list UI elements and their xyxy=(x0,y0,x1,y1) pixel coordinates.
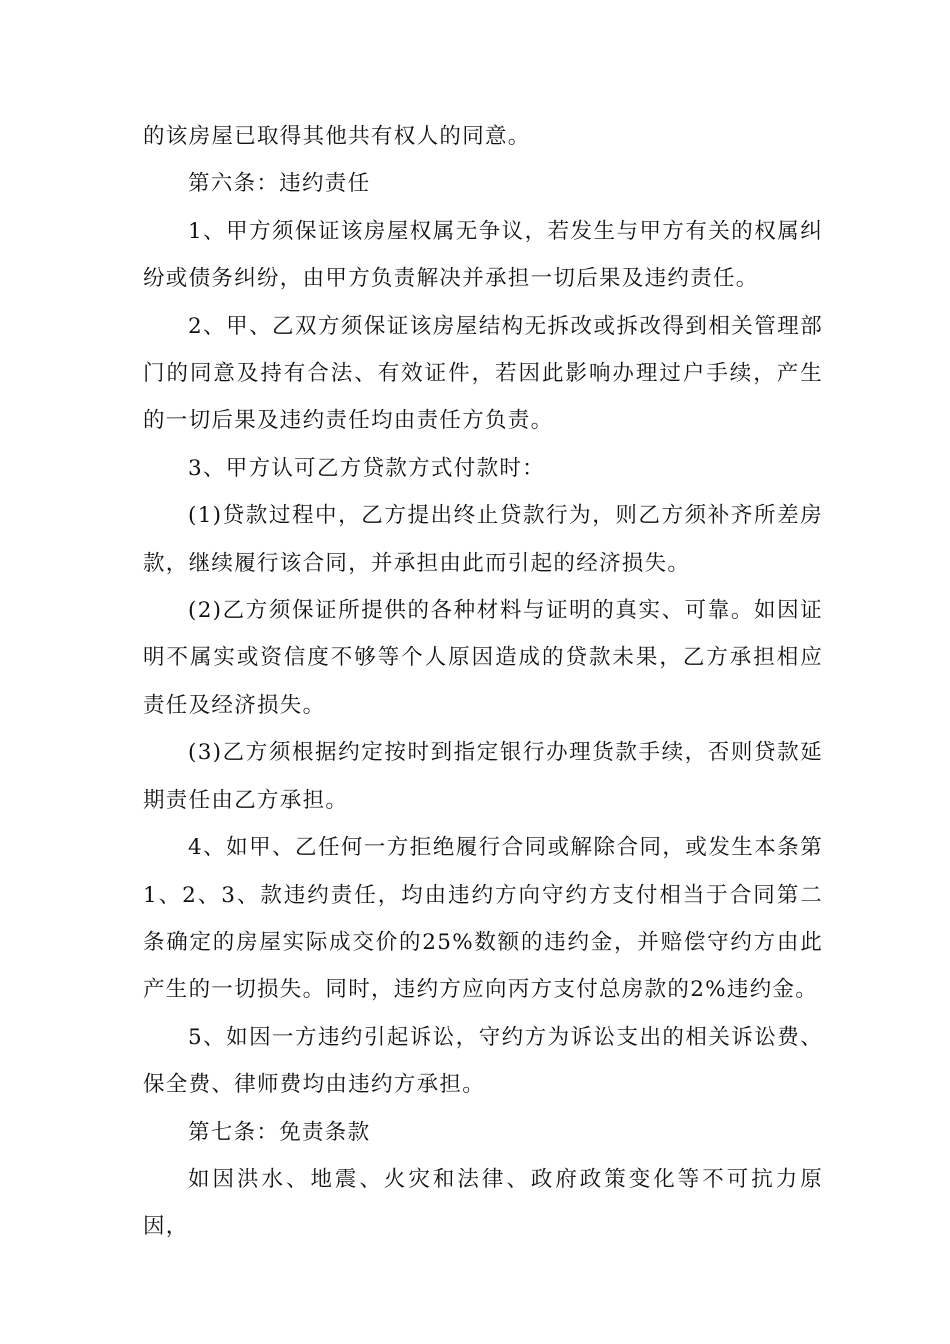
article-6-clause-3-item-2: (2)乙方须保证所提供的各种材料与证明的真实、可靠。如因证明不属实或资信度不够等个人原因造成的贷款未果，乙方承担相应责任及经济损失。 xyxy=(143,598,823,718)
article-7-body: 如因洪水、地震、火灾和法律、政府政策变化等不可抗力原因， xyxy=(143,1166,823,1240)
article-6-clause-5: 5、如因一方违约引起诉讼，守约方为诉讼支出的相关诉讼费、保全费、律师费均由违约方承担。 xyxy=(143,1024,823,1098)
article-6-clause-3: 3、甲方认可乙方贷款方式付款时： xyxy=(188,455,545,481)
article-6-clause-3-item-1: (1)贷款过程中，乙方提出终止贷款行为，则乙方须补齐所差房款，继续履行该合同，并承担由此而引起的经济损失。 xyxy=(143,503,823,576)
paragraph-continuation: 的该房屋已取得其他共有权人的同意。 xyxy=(143,124,531,149)
article-6-clause-4: 4、如甲、乙任何一方拒绝履行合同或解除合同，或发生本条第1、2、3、款违约责任，均由违约方向守约方支付相当于合同第二条确定的房屋实际成交价的25%数额的违约金，并赔偿守约方由此产生的一切损失。同时，违约方应向丙方支付总房款的2%违约金。 xyxy=(143,835,823,1003)
article-6-clause-1: 1、甲方须保证该房屋权属无争议，若发生与甲方有关的权属纠纷或债务纠纷，由甲方负责解决并承担一切后果及违约责任。 xyxy=(143,218,823,292)
article-6-clause-2: 2、甲、乙双方须保证该房屋结构无拆改或拆改得到相关管理部门的同意及持有合法、有效证件，若因此影响办理过户手续，产生的一切后果及违约责任均由责任方负责。 xyxy=(143,313,823,434)
article-6-heading: 第六条：违约责任 xyxy=(188,171,371,197)
article-7-heading: 第七条：免责条款 xyxy=(188,1119,371,1145)
document-body xyxy=(143,113,823,1251)
article-6-clause-3-item-3: (3)乙方须根据约定按时到指定银行办理货款手续，否则贷款延期责任由乙方承担。 xyxy=(143,740,823,813)
